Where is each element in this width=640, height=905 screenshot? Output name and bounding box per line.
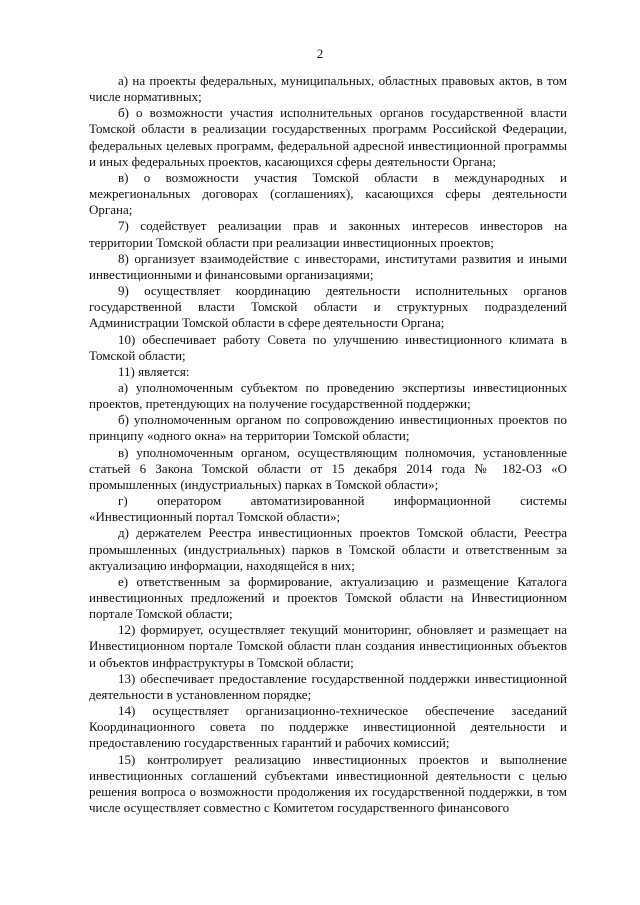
document-body (89, 73, 567, 816)
paragraph-13-state-support: 13) обеспечивает предоставление государственной поддержки инвестиционной деятельности в установленном порядке; (89, 670, 567, 702)
paragraph-item-b-federal-programs: б) о возможности участия исполнительных органов государственной власти Томской области в реализации государственных программ Российской Федерации, федеральных целевых программ, федеральной адресной инвестиционной программы и иных федеральных проектов, касающихся сферы деятельности Органа; (89, 105, 567, 169)
paragraph-11a-expertise: а) уполномоченным субъектом по проведению экспертизы инвестиционных проектов, претендующих на получение государственной поддержки; (89, 379, 567, 412)
paragraph-item-v-international-agreements: в) о возможности участия Томской области в международных и межрегиональных договорах (соглашениях), касающихся сферы деятельности Органа; (89, 169, 567, 218)
paragraph-15-project-control: 15) контролирует реализацию инвестиционных проектов и выполнение инвестиционных соглашений субъектами инвестиционной деятельности с целью решения вопроса о возможности продолжения их государственной поддержки, в том числе осуществляет совместно с Комитетом государственного финансового (89, 751, 567, 816)
paragraph-7-investor-rights: 7) содействует реализации прав и законных интересов инвесторов на территории Томской области при реализации инвестиционных проектов; (89, 218, 567, 250)
paragraph-11v-industrial-parks-law: в) уполномоченным органом, осуществляющим полномочия, установленные статьей 6 Закона Томской области от 15 декабря 2014 года № 182-ОЗ «О промышленных (индустриальных) парках в Томской области»; (89, 444, 567, 492)
paragraph-11e-catalog: е) ответственным за формирование, актуализацию и размещение Каталога инвестиционных предложений и проектов Томской области на Инвестиционном портале Томской области; (89, 573, 567, 622)
paragraph-8-investor-interaction: 8) организует взаимодействие с инвесторами, институтами развития и иными инвестиционными и финансовыми организациями; (89, 250, 567, 282)
paragraph-11b-one-window: б) уполномоченным органом по сопровождению инвестиционных проектов по принципу «одного окна» на территории Томской области; (89, 412, 567, 444)
paragraph-14-coordination-council: 14) осуществляет организационно-техническое обеспечение заседаний Координационного совета по поддержке инвестиционной деятельности и предоставлению государственных гарантий и рабочих комиссий; (89, 703, 567, 751)
paragraph-11-heading: 11) является: (118, 363, 190, 379)
paragraph-9-coordination: 9) осуществляет координацию деятельности исполнительных органов государственной власти Томской области и структурных подразделений Администрации Томской области в сфере деятельности Органа; (89, 283, 567, 331)
paragraph-11d-registry-holder: д) держателем Реестра инвестиционных проектов Томской области, Реестра промышленных (индустриальных) парков в Томской области и ответственным за актуализацию информации, находящейся в них; (89, 525, 567, 573)
paragraph-10-council: 10) обеспечивает работу Совета по улучшению инвестиционного климата в Томской области; (89, 331, 567, 363)
paragraph-12-monitoring-plan: 12) формирует, осуществляет текущий мониторинг, обновляет и размещает на Инвестиционном портале Томской области план создания инвестиционных объектов и объектов инфраструктуры в Томской области; (89, 622, 567, 670)
page-number: 2 (316, 46, 324, 61)
paragraph-item-a-draft-acts: а) на проекты федеральных, муниципальных, областных правовых актов, в том числе нормативных; (89, 73, 567, 105)
paragraph-11g-portal-operator: г) оператором автоматизированной информационной системы «Инвестиционный портал Томской области»; (89, 493, 567, 525)
